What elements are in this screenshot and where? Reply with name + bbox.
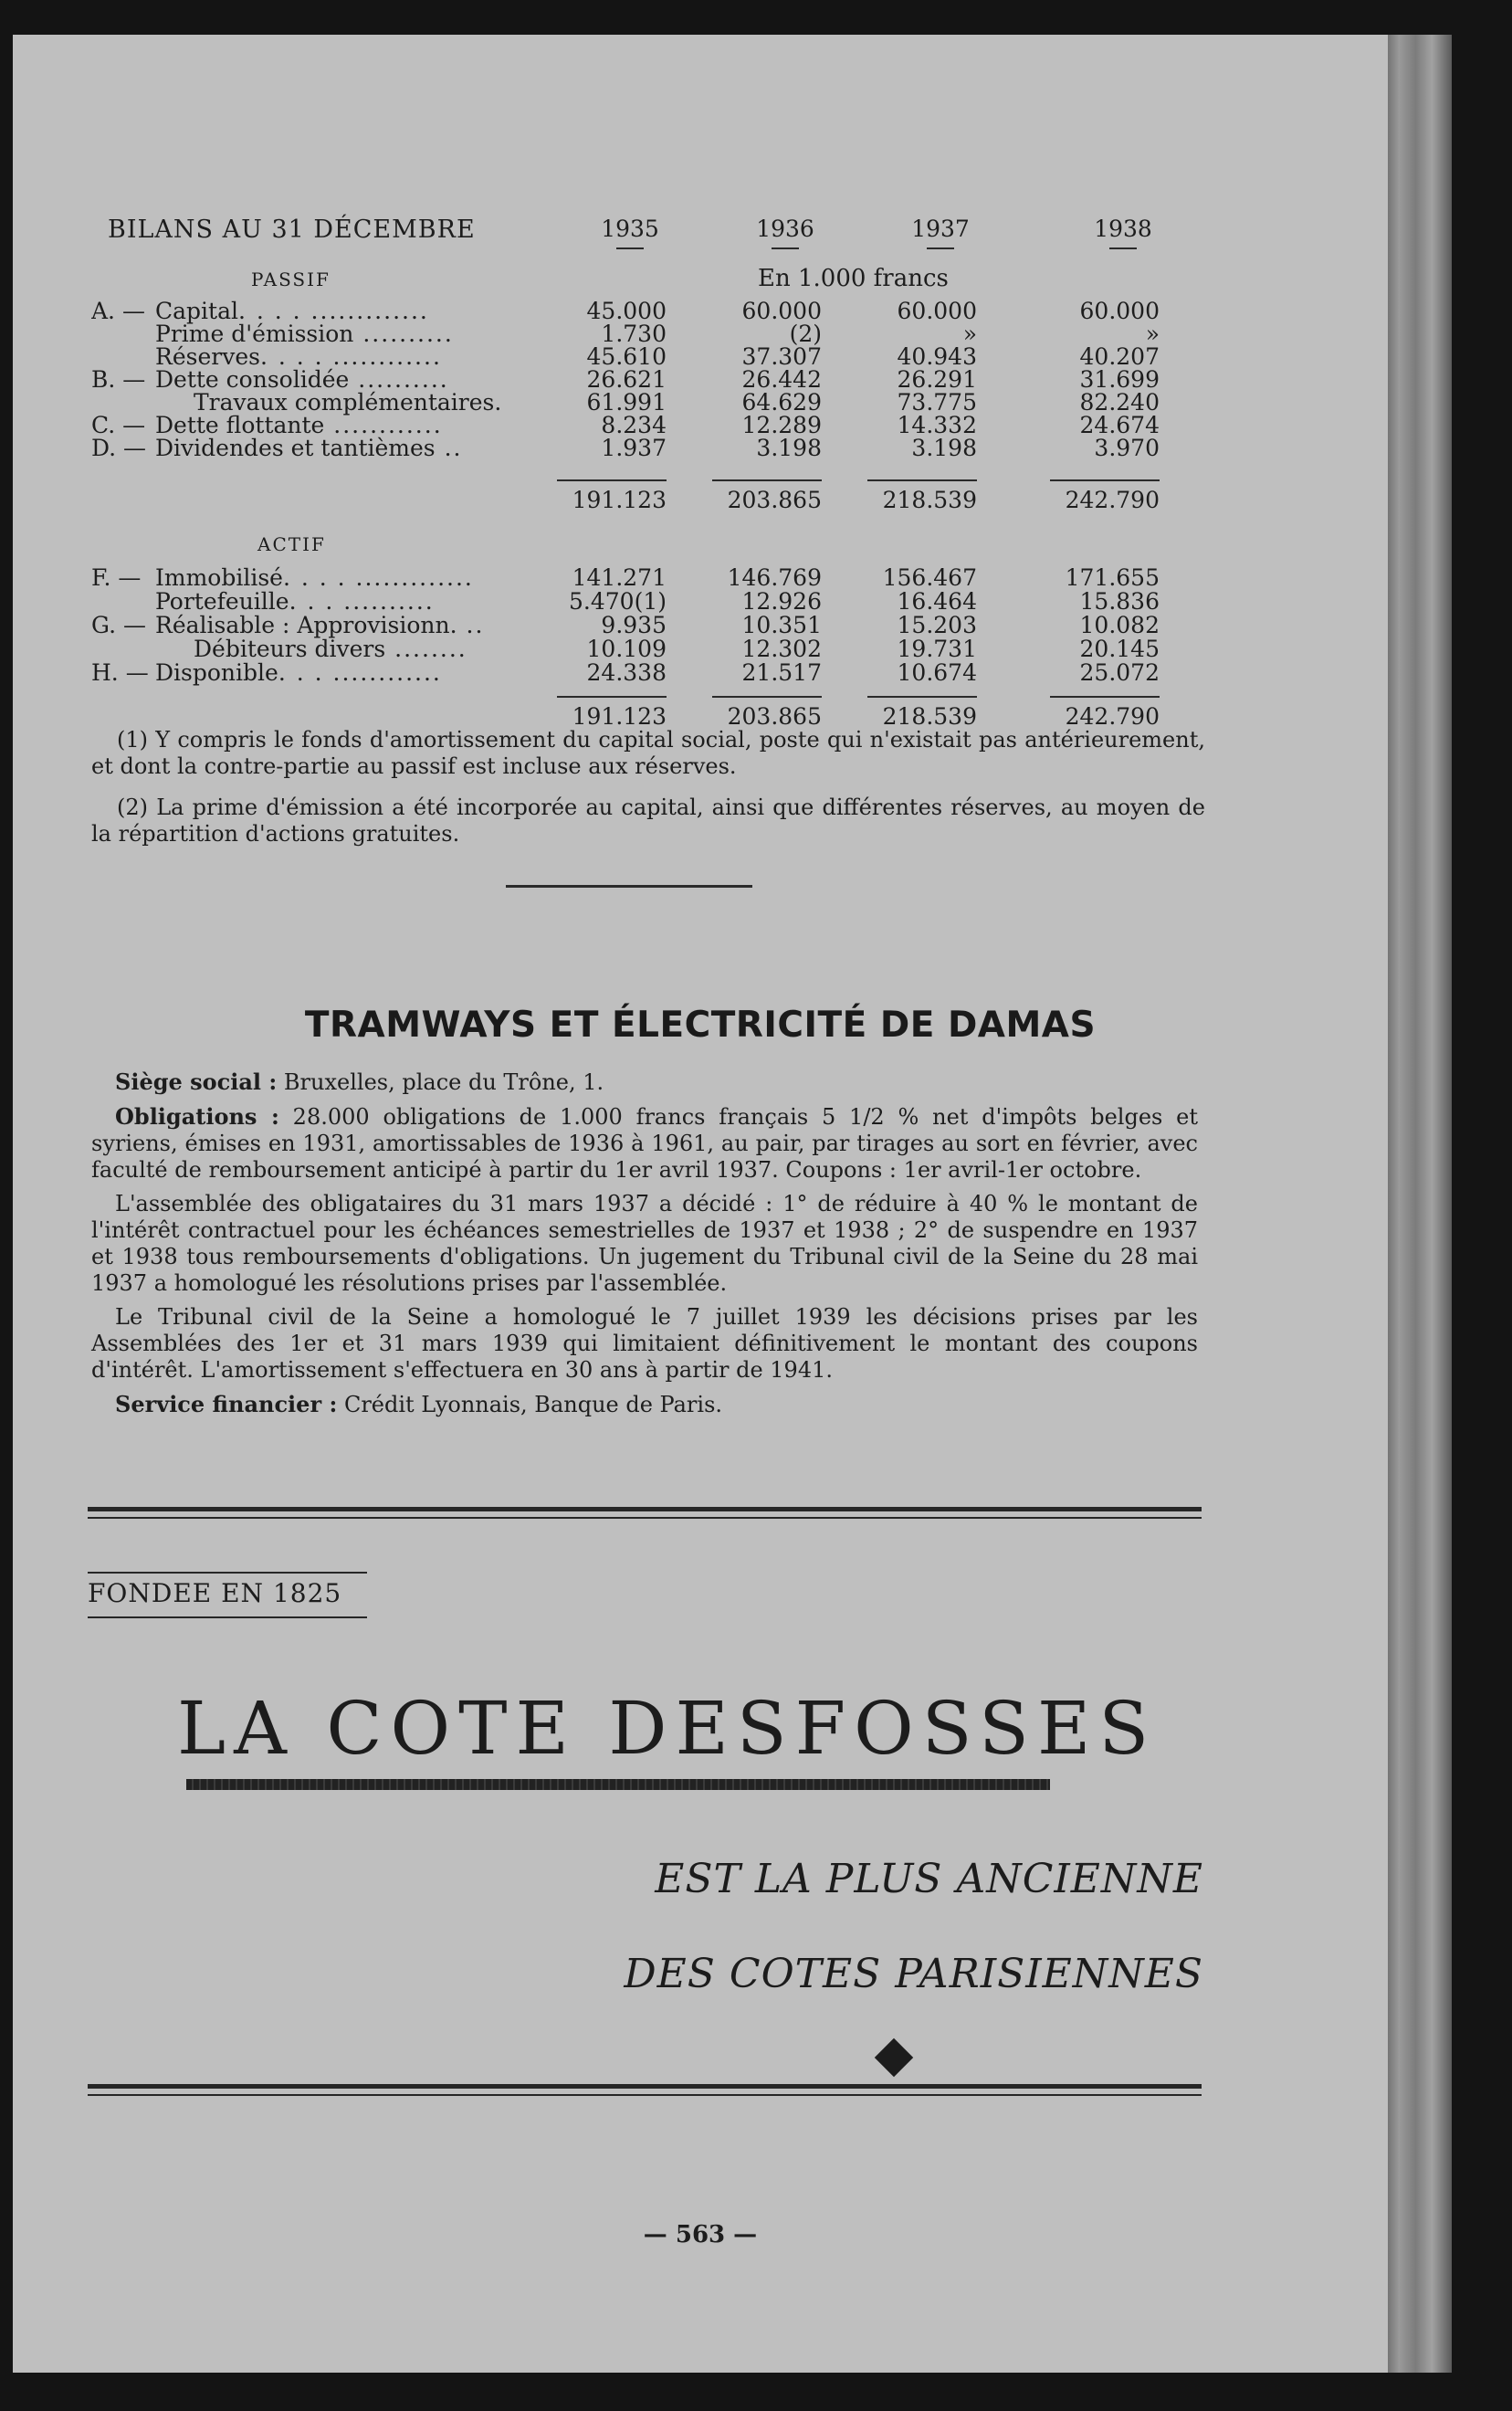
row-prefix: C. —	[91, 412, 146, 438]
row-prefix: A. —	[91, 298, 145, 324]
row-prefix: G. —	[91, 612, 146, 638]
value-cell: 15.203	[897, 612, 977, 638]
total-cell: 203.865	[727, 487, 822, 513]
total-cell: 242.790	[1065, 487, 1160, 513]
value-cell: 31.699	[1079, 366, 1160, 393]
tagline-1: EST LA PLUS ANCIENNE	[655, 1856, 1203, 1902]
siege-text: Bruxelles, place du Trône, 1.	[283, 1069, 604, 1095]
value-cell: 37.307	[741, 343, 822, 370]
row-label-text: Réalisable : Approvisionn.	[155, 612, 457, 638]
dot-leader: . . . ..........	[289, 588, 435, 615]
row-label	[91, 435, 511, 462]
passif-total-row	[91, 487, 1220, 514]
total-rule	[557, 696, 667, 698]
value-cell: 45.000	[586, 298, 667, 324]
dot-leader: ..........	[353, 321, 454, 347]
value-cell: 61.991	[586, 389, 667, 416]
diamond-ornament-icon	[875, 2038, 913, 2077]
total-cell: 203.865	[727, 703, 822, 730]
row-label	[91, 659, 511, 687]
value-cell: 60.000	[741, 298, 822, 324]
dot-leader: ........	[385, 636, 467, 662]
founded-rule	[88, 1616, 367, 1618]
value-cell: 1.937	[601, 435, 667, 461]
row-prefix: H. —	[91, 659, 149, 686]
passif-row	[91, 435, 1220, 462]
row-label-text: Réserves	[155, 343, 260, 370]
value-cell: 156.467	[882, 564, 977, 591]
actif-heading: ACTIF	[257, 533, 326, 555]
total-rule	[867, 696, 977, 698]
total-rule	[867, 479, 977, 481]
row-label-text: Portefeuille	[155, 588, 289, 615]
row-label-text: Débiteurs divers	[194, 636, 386, 662]
row-label-text: Prime d'émission	[155, 321, 354, 347]
value-cell: 82.240	[1079, 389, 1160, 416]
page-number: — 563 —	[643, 2221, 758, 2248]
total-cell: 191.123	[572, 703, 667, 730]
page	[13, 35, 1388, 2373]
dot-leader: . . . ............	[278, 659, 442, 686]
balance-sheet-title: BILANS AU 31 DÉCEMBRE	[108, 216, 476, 244]
company-notice	[91, 1069, 1198, 1426]
row-label-text: Capital	[155, 298, 238, 324]
value-cell: 12.289	[741, 412, 822, 438]
value-cell: 146.769	[727, 564, 822, 591]
value-cell: 25.072	[1079, 659, 1160, 686]
total-cell: 218.539	[882, 703, 977, 730]
value-cell: »	[1145, 321, 1160, 347]
dot-leader: . . . . .............	[237, 298, 429, 324]
year-header: 1937	[895, 216, 986, 249]
row-label-text: Travaux complémentaires.	[194, 389, 502, 416]
obligations-text: 28.000 obligations de 1.000 francs français 5 1/2 % net d'impôts belges et syriens, émises en 1931, amortissables de 1936 à 1961, au pair, par tirages au sort en février, avec faculté de remboursement anticipé à partir du 1er avril 1937. Coupons : 1er avril-1er octobre.	[91, 1104, 1199, 1183]
value-cell: 3.970	[1094, 435, 1160, 461]
value-cell: 24.338	[586, 659, 667, 686]
value-cell: 9.935	[601, 612, 667, 638]
siege-label: Siège social :	[115, 1069, 278, 1095]
tagline-2: DES COTES PARISIENNES	[624, 1951, 1203, 1997]
value-cell: 171.655	[1065, 564, 1160, 591]
value-cell: 19.731	[897, 636, 977, 662]
total-rule	[712, 479, 822, 481]
total-rule	[1050, 479, 1160, 481]
row-label-text: Dette flottante	[155, 412, 325, 438]
value-cell: 10.674	[897, 659, 977, 686]
dot-leader: ..	[435, 435, 463, 461]
value-cell: 10.109	[586, 636, 667, 662]
value-cell: 16.464	[897, 588, 977, 615]
value-cell: 8.234	[601, 412, 667, 438]
value-cell: 64.629	[741, 389, 822, 416]
obligations-label: Obligations :	[115, 1103, 279, 1130]
value-cell: 45.610	[586, 343, 667, 370]
total-cell: 218.539	[882, 487, 977, 513]
value-cell: 1.730	[601, 321, 667, 347]
total-cell: 242.790	[1065, 703, 1160, 730]
value-cell: 3.198	[911, 435, 977, 461]
row-prefix: B. —	[91, 366, 146, 393]
double-rule	[88, 2084, 1202, 2096]
value-cell: 60.000	[897, 298, 977, 324]
value-cell: 21.517	[741, 659, 822, 686]
value-cell: 40.207	[1079, 343, 1160, 370]
brand-title: LA COTE DESFOSSES	[177, 1686, 1158, 1771]
value-cell: 20.145	[1079, 636, 1160, 662]
row-prefix: D. —	[91, 435, 147, 461]
footnote-2: (2) La prime d'émission a été incorporée au capital, ainsi que différentes réserves, au moyen de la répartition d'actions gratuites.	[91, 795, 1205, 847]
double-rule	[88, 1507, 1202, 1519]
service-label: Service financier :	[115, 1391, 338, 1417]
founded-rule	[88, 1572, 367, 1574]
passif-heading: PASSIF	[251, 268, 331, 290]
value-cell: 40.943	[897, 343, 977, 370]
footnotes	[91, 727, 1205, 862]
value-cell: 10.082	[1079, 612, 1160, 638]
value-cell: 26.291	[897, 366, 977, 393]
dot-leader: . . . . ............	[259, 343, 442, 370]
service-text: Crédit Lyonnais, Banque de Paris.	[343, 1392, 723, 1417]
value-cell: 60.000	[1079, 298, 1160, 324]
value-cell: 26.621	[586, 366, 667, 393]
dot-leader: ............	[324, 412, 443, 438]
total-cell: 191.123	[572, 487, 667, 513]
year-header: 1938	[1077, 216, 1169, 249]
actif-row	[91, 659, 1220, 687]
value-cell: 12.926	[741, 588, 822, 615]
total-rule	[712, 696, 822, 698]
year-header: 1935	[584, 216, 676, 249]
row-label-text: Dividendes et tantièmes	[155, 435, 436, 461]
total-rule	[1050, 696, 1160, 698]
book-spine-edge	[1386, 35, 1452, 2373]
dot-leader: ..	[457, 612, 485, 638]
founded-label: FONDEE EN 1825	[88, 1578, 342, 1608]
value-cell: 12.302	[741, 636, 822, 662]
row-prefix: F. —	[91, 564, 142, 591]
value-cell: 10.351	[741, 612, 822, 638]
total-rule	[557, 479, 667, 481]
value-cell: »	[962, 321, 977, 347]
separator-rule	[506, 885, 752, 888]
year-header: 1936	[740, 216, 831, 249]
unit-label: En 1.000 francs	[758, 265, 949, 292]
value-cell: 141.271	[572, 564, 667, 591]
brand-underline	[186, 1779, 1050, 1790]
company-title: TRAMWAYS ET ÉLECTRICITÉ DE DAMAS	[304, 1005, 1097, 1046]
value-cell: 26.442	[741, 366, 822, 393]
row-label-text: Immobilisé	[155, 564, 283, 591]
row-label-text: Disponible	[155, 659, 278, 686]
value-cell: 14.332	[897, 412, 977, 438]
dot-leader: ..........	[349, 366, 449, 393]
value-cell: 24.674	[1079, 412, 1160, 438]
tribunal-paragraph: Le Tribunal civil de la Seine a homologué le 7 juillet 1939 les décisions prises par les Assemblées des 1er et 31 mars 1939 qui limitaient définitivement le montant des coupons d'intérêt. L'amortissement s'effectuera en 30 ans à partir de 1941.	[91, 1304, 1198, 1383]
value-cell: 73.775	[897, 389, 977, 416]
footnote-1: (1) Y compris le fonds d'amortissement du capital social, poste qui n'existait pas antérieurement, et dont la contre-partie au passif est incluse aux réserves.	[91, 727, 1205, 779]
row-label-text: Dette consolidée	[155, 366, 350, 393]
assembly-paragraph: L'assemblée des obligataires du 31 mars 1937 a décidé : 1° de réduire à 40 % le montant de l'intérêt contractuel pour les échéances semestrielles de 1937 et 1938 ; 2° de suspendre en 1937 et 1938 tous remboursements d'obligations. Un jugement du Tribunal civil de la Seine du 28 mai 1937 a homologué les résolutions prises par l'assemblée.	[91, 1191, 1198, 1296]
value-cell: 15.836	[1079, 588, 1160, 615]
value-cell: (2)	[789, 321, 822, 347]
value-cell: 5.470(1)	[569, 588, 667, 615]
value-cell: 3.198	[756, 435, 822, 461]
dot-leader: . . . . .............	[282, 564, 474, 591]
